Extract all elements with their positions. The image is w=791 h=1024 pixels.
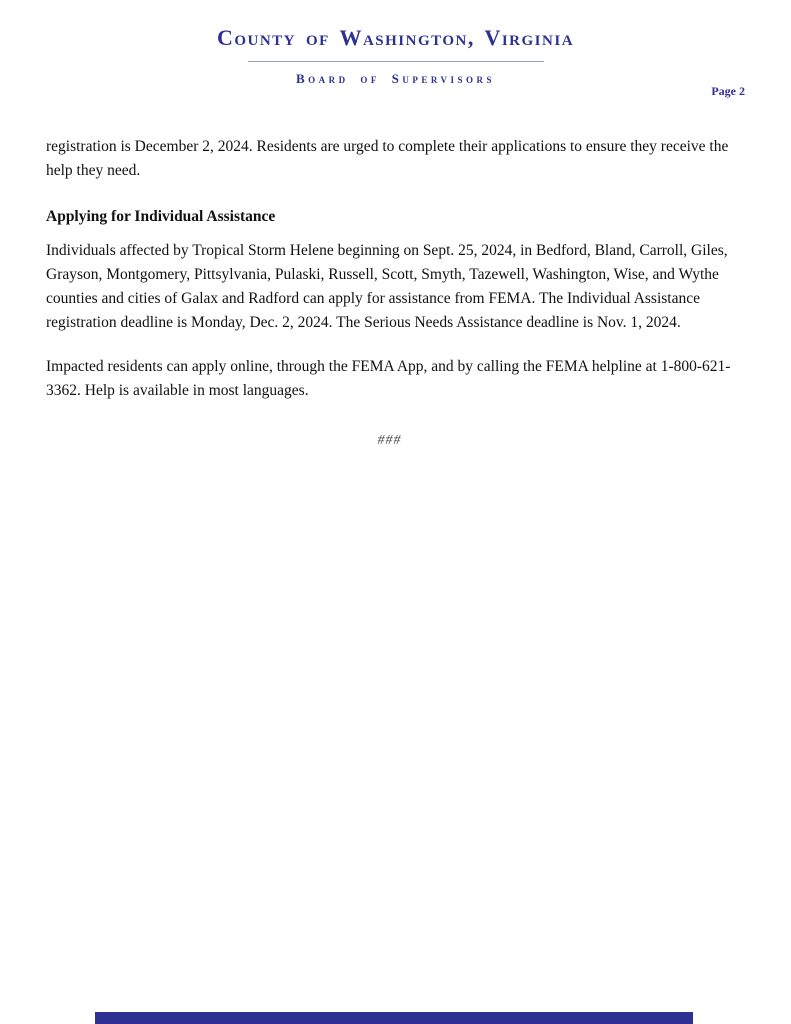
page-number: Page 2: [711, 84, 745, 98]
paragraph-registration-deadline: registration is December 2, 2024. Residents are urged to complete their applications to ensure they receive the help they need.: [46, 138, 729, 180]
end-of-release-mark: ###: [377, 433, 402, 449]
paragraph-individual-assistance-details: Individuals affected by Tropical Storm Helene beginning on Sept. 25, 2024, in Bedford, Bland, Carroll, Giles, Grayson, Montgomery, Pittsylvania, Pulaski, Russell, Scott, Smyth, Tazewell, Washington, Wise, and Wythe counties and cities of Galax and Radford can apply for assistance from FEMA. The Individual Assistance registration deadline is Monday, Dec. 2, 2024. The Serious Needs Assistance deadline is Nov. 1, 2024.: [46, 242, 728, 332]
letterhead-title: County of Washington, Virginia: [216, 25, 575, 50]
next-page-header-bar: [95, 1012, 693, 1024]
letterhead: [0, 0, 791, 98]
letterhead-subtitle: Board of Supervisors: [295, 71, 496, 87]
letterhead-divider: [248, 61, 544, 62]
paragraph-how-to-apply: Impacted residents can apply online, through the FEMA App, and by calling the FEMA helpline at 1-800-621-3362. Help is available in most languages.: [46, 358, 731, 400]
section-heading-applying-for-individual-assistance: Applying for Individual Assistance: [46, 208, 276, 226]
document-body: [0, 87, 791, 453]
